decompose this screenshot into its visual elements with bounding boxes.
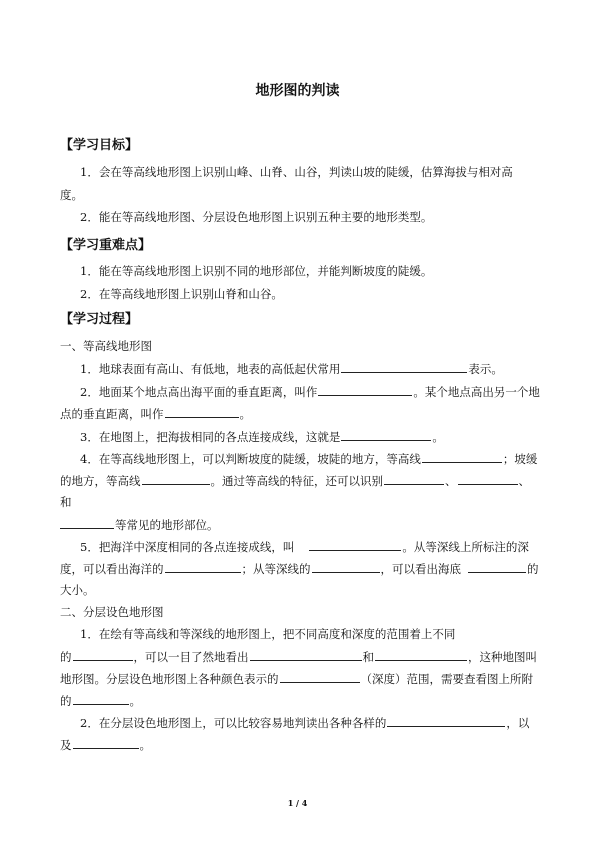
answer-blank[interactable] [165, 561, 241, 573]
goal-1-cont: 度。 [60, 188, 83, 202]
answer-blank[interactable] [375, 649, 467, 661]
page-number: 1 / 4 [287, 798, 308, 808]
answer-blank[interactable] [422, 451, 502, 463]
answer-blank[interactable] [312, 561, 380, 573]
subheading-contour-map: 一、等高线地形图 [60, 339, 152, 353]
answer-blank[interactable] [318, 384, 412, 396]
subheading-layered-color-map: 二、分层设色地形图 [60, 605, 164, 619]
answer-blank[interactable] [341, 361, 467, 373]
answer-blank[interactable] [468, 561, 526, 573]
answer-blank[interactable] [165, 406, 239, 418]
question-2-cont: 点的垂直距离，叫作 。 [60, 407, 251, 421]
layered-question-1: 1．在绘有等高线和等深线的地形图上，把不同高度和深度的范围着上不同 [80, 627, 456, 641]
answer-blank[interactable] [73, 737, 139, 749]
question-5: 5．把海洋中深度相同的各点连接成线，叫 。从等深线上所标注的深 [80, 540, 529, 554]
question-4-cont-2: 和 [60, 495, 72, 509]
answer-blank[interactable] [387, 715, 505, 727]
layered-question-1-cont-2: 地形图。分层设色地形图上各种颜色表示的 （深度）范围，需要查看图上所附 [60, 672, 533, 686]
layered-question-2: 2．在分层设色地形图上，可以比较容易地判读出各种各样的 ，以 [80, 716, 530, 730]
page-title: 地形图的判读 [255, 83, 340, 99]
question-1: 1．地球表面有高山、有低地，地表的高低起伏常用 表示。 [80, 362, 503, 376]
question-3: 3．在地图上，把海拔相同的各点连接成线，这就是 。 [80, 430, 444, 444]
answer-blank[interactable] [142, 473, 210, 485]
section-heading-key-points: 【学习重难点】 [60, 238, 152, 253]
layered-question-1-cont-3: 的 。 [60, 694, 141, 708]
answer-blank[interactable] [280, 671, 360, 683]
layered-question-1-cont: 的 ，可以一目了然地看出 和 ，这种地图叫 [60, 650, 537, 664]
goal-1: 1．会在等高线地形图上识别山峰、山脊、山谷，判读山坡的陡缓，估算海拔与相对高 [80, 165, 513, 179]
answer-blank[interactable] [309, 539, 401, 551]
answer-blank[interactable] [458, 473, 518, 485]
answer-blank[interactable] [384, 473, 444, 485]
section-heading-goals: 【学习目标】 [60, 138, 139, 153]
answer-blank[interactable] [73, 649, 133, 661]
goal-2: 2．能在等高线地形图、分层设色地形图上识别五种主要的地形类型。 [80, 210, 433, 224]
question-4: 4．在等高线地形图上，可以判断坡度的陡缓，坡陡的地方，等高线 ；坡缓 [80, 452, 538, 466]
section-heading-process: 【学习过程】 [60, 312, 139, 327]
key-point-2: 2．在等高线地形图上识别山脊和山谷。 [80, 287, 283, 301]
question-5-cont-2: 大小。 [60, 583, 95, 597]
layered-question-2-cont: 及 。 [60, 738, 151, 752]
question-4-cont: 的地方，等高线 。通过等高线的特征，还可以识别 、 、 [60, 474, 530, 488]
answer-blank[interactable] [250, 649, 362, 661]
question-2: 2．地面某个地点高出海平面的垂直距离，叫作 。某个地点高出另一个地 [80, 385, 540, 399]
answer-blank[interactable] [60, 517, 114, 529]
question-5-cont: 度，可以看出海洋的 ；从等深线的 ，可以看出海底 的 [60, 562, 539, 576]
key-point-1: 1．能在等高线地形图上识别不同的地形部位，并能判断坡度的陡缓。 [80, 264, 433, 278]
answer-blank[interactable] [73, 693, 129, 705]
question-4-cont-3: 等常见的地形部位。 [60, 517, 219, 532]
answer-blank[interactable] [341, 429, 431, 441]
